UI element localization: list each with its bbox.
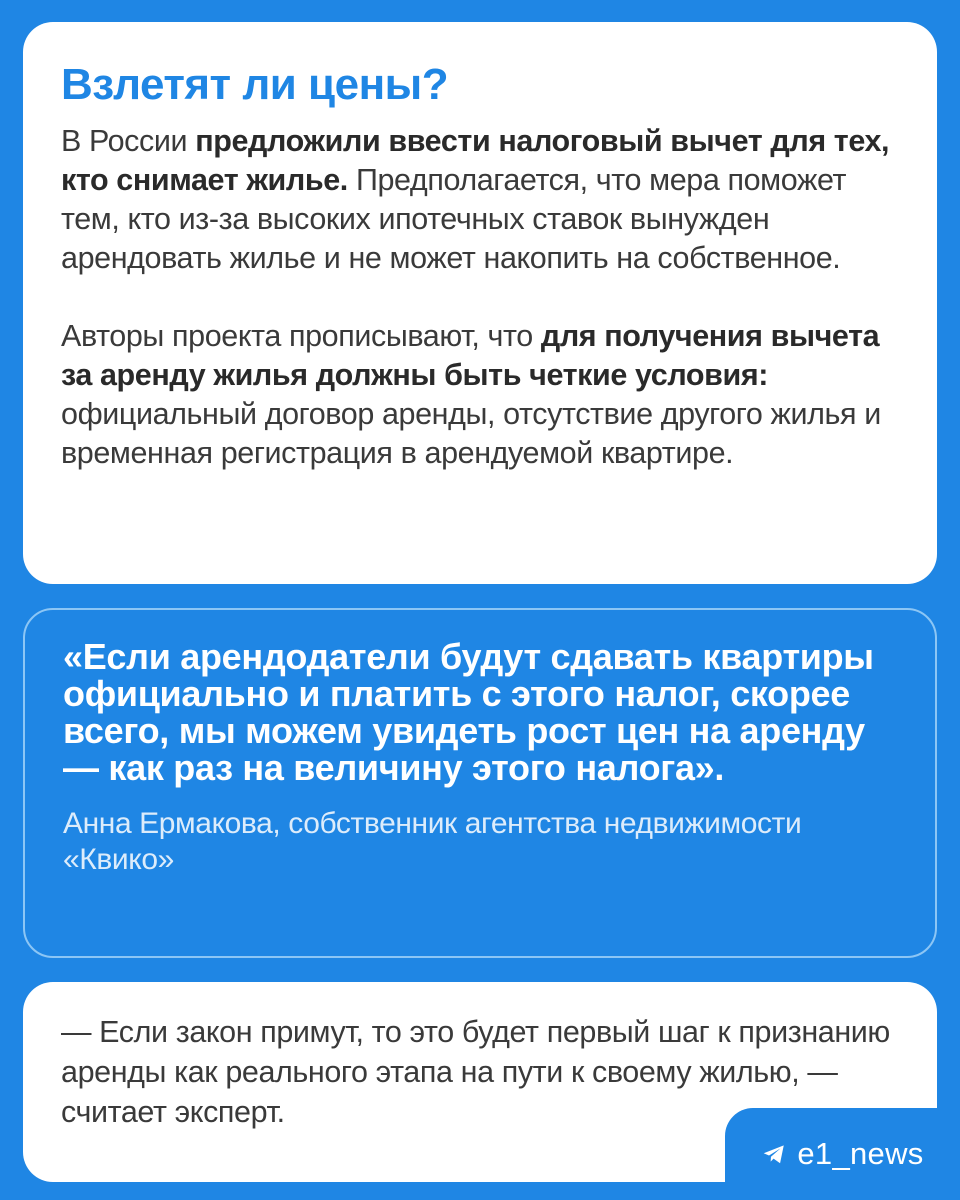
- quote-text: «Если арендодатели будут сдавать квартиры официально и платить с этого налог, скорее всего, мы можем увидеть рост цен на аренду — как раз на величину этого налога».: [63, 636, 874, 788]
- quote-author: Анна Ермакова, собственник агентства недвижимости «Квико»: [63, 807, 802, 876]
- telegram-icon: [761, 1141, 787, 1167]
- expert-text: — Если закон примут, то это будет первый шаг к признанию аренды как реального этапа на пути к своему жилью, — считает эксперт.: [61, 1015, 890, 1129]
- headline: Взлетят ли цены?: [61, 60, 449, 109]
- intro-text-bold: предложили ввести налоговый вычет для тех, кто снимает жилье.: [61, 124, 890, 197]
- intro-card: [23, 22, 937, 584]
- intro-text-start: В России: [61, 124, 196, 158]
- conditions-text-bold: для получения вычета за аренду жилья должны быть четкие условия:: [61, 319, 880, 392]
- conditions-text-start: Авторы проекта прописывают, что: [61, 319, 541, 353]
- channel-name: e1_news: [797, 1136, 924, 1171]
- intro-text-end: Предполагается, что мера поможет тем, кто из-за высоких ипотечных ставок вынужден арендовать жилье и не может накопить на собственное.: [61, 163, 847, 275]
- conditions-paragraph: [61, 317, 899, 473]
- intro-paragraph: [61, 122, 899, 278]
- telegram-channel-link[interactable]: [725, 1108, 960, 1200]
- quote-card: [23, 608, 937, 958]
- conditions-text-end: официальный договор аренды, отсутствие другого жилья и временная регистрация в арендуемой квартире.: [61, 397, 881, 470]
